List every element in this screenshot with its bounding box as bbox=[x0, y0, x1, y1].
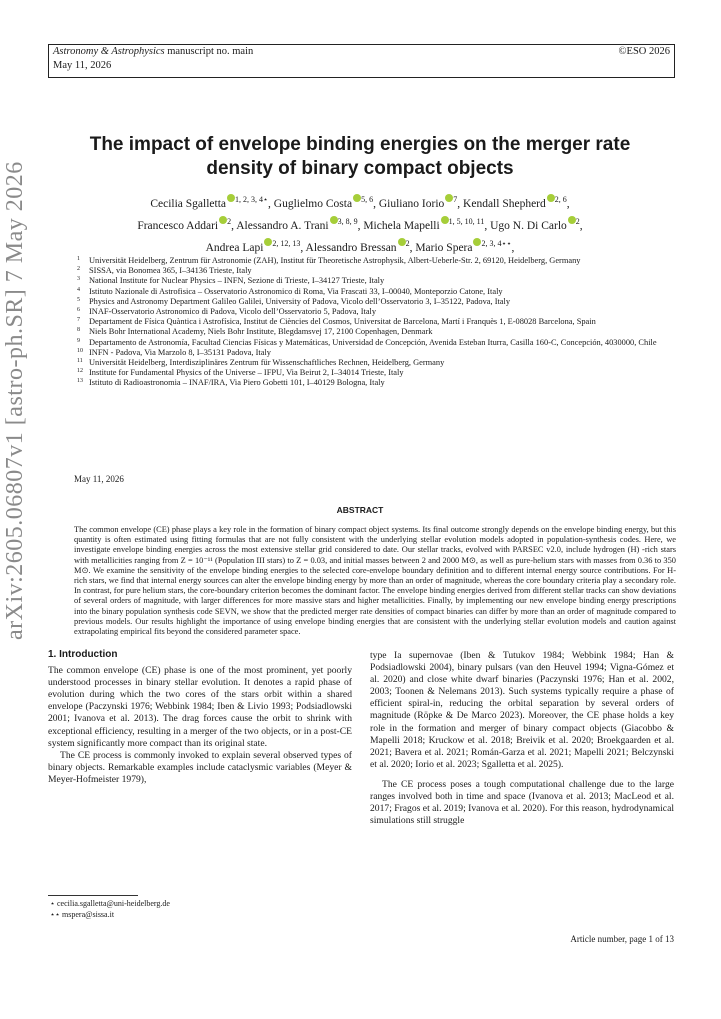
affiliation-text: INFN - Padova, Via Marzolo 8, I–35131 Padova, Italy bbox=[89, 347, 271, 357]
affiliation-number: 8 bbox=[77, 327, 80, 334]
paragraph: type Ia supernovae (Iben & Tutukov 1984; Webbink 1984; Han & Podsiadlowski 2004), binary pulsars (van den Heuvel 1994; Vigna-Gómez et al. 2020) and close white dwarf binaries (Paczynski 1976; Han et al. 2002, 2003; Toonen & Nelemans 2013). Such systems typically require a phase of efficient spiral-in, reducing the orbital separation by several orders of magnitude (Röpke & De Marco 2023). Moreover, the CE phase holds a key role in the formation and merger of binary compact objects (Giacobbo & Mapelli 2018; Kruckow et al. 2018; Breivik et al. 2020; Broekgaarden et al. 2021; Bavera et al. 2021; Román-Garza et al. 2021; Mapelli 2021; Belczynski et al. 2020; Iorio et al. 2023; Sgalletta et al. 2025). bbox=[370, 650, 674, 770]
author-affiliation-marks: 2 bbox=[227, 216, 232, 226]
affiliation-item bbox=[74, 287, 676, 297]
affiliation-text: Istituto di Radioastronomia – INAF/IRA, Via Piero Gobetti 101, I–40129 Bologna, Italy bbox=[89, 378, 385, 388]
orcid-icon[interactable] bbox=[568, 216, 576, 224]
affiliation-item bbox=[74, 297, 676, 307]
author-name[interactable]: Guglielmo Costa bbox=[273, 197, 353, 210]
author-affiliation-marks: 1, 5, 10, 11 bbox=[448, 216, 485, 226]
affiliation-text: Physics and Astronomy Department Galileo Galilei, University of Padova, Vicolo dell’Osservatorio 3, I–35122, Padova, Italy bbox=[89, 296, 511, 306]
author-name[interactable]: Alessandro A. Trani bbox=[236, 219, 329, 232]
author-line: Cecilia Sgalletta $^{1, 2, 3, 4⋆}$, Guglielmo Costa $^{5, 6}$, Giuliano Iorio $^7$, Kendall Shepherd $^{2, 6}$, bbox=[150, 195, 570, 210]
affiliation-item bbox=[74, 358, 676, 368]
affiliation-item bbox=[74, 368, 676, 378]
footnote-rule bbox=[48, 895, 138, 896]
affiliation-text: INAF-Osservatorio Astronomico di Padova, Vicolo dell’Osservatorio 5, Padova, Italy bbox=[89, 307, 377, 317]
affiliation-text: National Institute for Nuclear Physics – INFN, Sezione di Trieste, I–34127 Trieste, Italy bbox=[89, 276, 385, 286]
orcid-icon[interactable] bbox=[227, 194, 235, 202]
author-affiliation-marks: 2, 3, 4⋆⋆ bbox=[481, 238, 512, 248]
affiliation-number: 10 bbox=[77, 347, 83, 354]
affiliation-text: Istituto Nazionale di Astrofisica – Osservatorio Astronomico di Roma, Via Frascati 33, I–00040, Monteporzio Catone, Italy bbox=[89, 286, 503, 296]
orcid-icon[interactable] bbox=[353, 194, 361, 202]
affiliation-item bbox=[74, 276, 676, 286]
affiliation-number: 12 bbox=[77, 368, 83, 375]
author-affiliation-marks: 2, 12, 13 bbox=[272, 238, 301, 248]
footnote-email-2: ⋆⋆ mspera@sissa.it bbox=[50, 910, 115, 919]
affiliation-text: Institute for Fundamental Physics of the Universe – IFPU, Via Beirut 2, I–34014 Trieste, Italy bbox=[89, 368, 404, 378]
received-date: May 11, 2026 bbox=[74, 474, 124, 484]
author-affiliation-marks: 7 bbox=[453, 195, 458, 204]
author-name[interactable]: Cecilia Sgalletta bbox=[150, 197, 227, 210]
author-name[interactable]: Michela Mapelli bbox=[363, 219, 440, 232]
copyright: ©ESO 2026 bbox=[618, 46, 670, 57]
paper-title: The impact of envelope binding energies on the merger rate density of binary compact objects bbox=[89, 134, 631, 179]
affiliation-item bbox=[74, 338, 676, 348]
author-name[interactable]: Andrea Lapi bbox=[205, 241, 264, 254]
author-line: Andrea Lapi $^{2, 12, 13}$, Alessandro Bressan $^2$, Mario Spera $^{2, 3, 4⋆⋆}$, bbox=[205, 238, 515, 254]
affiliation-number: 5 bbox=[77, 296, 80, 303]
affiliation-text: Departament de Física Quàntica i Astrofísica, Institut de Ciències del Cosmos, Universitat de Barcelona, Martí i Franquès 1, E-08028 Barcelona, Spain bbox=[89, 317, 596, 327]
orcid-icon[interactable] bbox=[398, 238, 406, 246]
affiliation-number: 1 bbox=[77, 256, 80, 262]
affiliation-item bbox=[74, 327, 676, 337]
author-name[interactable]: Giuliano Iorio bbox=[378, 197, 445, 210]
column-left bbox=[48, 650, 352, 786]
affiliation-number: 2 bbox=[77, 266, 80, 273]
manuscript-number: manuscript no. main bbox=[167, 46, 254, 57]
author-name[interactable]: Kendall Shepherd bbox=[463, 197, 546, 210]
journal-name: Astronomy & Astrophysics bbox=[53, 46, 165, 57]
author-line: Francesco Addari $^2$, Alessandro A. Trani $^{3, 8, 9}$, Michela Mapelli $^{1, 5, 10, 11}$, Ugo N. Di Carlo $^2$, bbox=[137, 216, 583, 232]
author-name[interactable]: Mario Spera bbox=[415, 241, 473, 254]
affiliation-text: Universität Heidelberg, Interdisziplinäres Zentrum für Wissenschaftliches Rechnen, Heidelberg, Germany bbox=[89, 358, 445, 368]
affiliation-item bbox=[74, 256, 676, 266]
affiliation-item bbox=[74, 378, 676, 388]
affiliation-list bbox=[74, 256, 676, 389]
author-affiliation-marks: 2 bbox=[405, 238, 410, 248]
journal-header bbox=[48, 44, 675, 78]
affiliation-text: Departamento de Astronomía, Facultad Ciencias Físicas y Matemáticas, Universidad de Concepción, Avenida Esteban Iturra, Casilla 160-C, Concepción, 4030000, Chile bbox=[89, 337, 657, 347]
paragraph: The CE process poses a tough computational challenge due to the large ranges involved both in time and space (Ivanova et al. 2013; MacLeod et al. 2017; Fragos et al. 2019; Ivanova et al. 2020). For this reason, hydrodynamical simulations still struggle bbox=[370, 778, 674, 827]
author-affiliation-marks: 2, 6 bbox=[554, 195, 567, 204]
author-affiliation-marks: 1, 2, 3, 4⋆ bbox=[235, 195, 269, 204]
page-number: Article number, page 1 of 13 bbox=[570, 934, 674, 944]
author-name[interactable]: Alessandro Bressan bbox=[305, 241, 397, 254]
affiliation-item bbox=[74, 317, 676, 327]
affiliation-text: Universität Heidelberg, Zentrum für Astronomie (ZAH), Institut für Theoretische Astrophysik, Albert-Ueberle-Str. 2, 69120, Heidelberg, Germany bbox=[89, 256, 581, 265]
affiliation-number: 13 bbox=[77, 378, 83, 385]
affiliation-text: SISSA, via Bonomea 365, I–34136 Trieste, Italy bbox=[89, 266, 252, 276]
affiliation-number: 4 bbox=[77, 286, 80, 293]
orcid-icon[interactable] bbox=[219, 216, 227, 224]
arxiv-stamp: arXiv:2605.06807v1 [astro-ph.SR] 7 May 2026 bbox=[2, 161, 28, 640]
affiliation-number: 3 bbox=[77, 276, 80, 283]
affiliation-number: 7 bbox=[77, 317, 80, 324]
orcid-icon[interactable] bbox=[441, 216, 449, 224]
author-name[interactable]: Francesco Addari bbox=[137, 219, 219, 232]
paragraph: The common envelope (CE) phase is one of the most prominent, yet poorly understood processes in binary stellar evolution. It denotes a rapid phase of evolution during which the two cores of the stars orbit within a shared envelope (Paczynski 1976; Webbink 1984; Iben & Livio 1993; Podsiadlowski 2001; Ivanova et al. 2013). The drag forces cause the orbit to shrink with exceptional efficiency, resulting in a merger of the two objects, or in a post-CE system significantly more compact than its original state. bbox=[48, 665, 352, 749]
paragraph: The CE process is commonly invoked to explain several observed types of binary objects. Remarkable examples include cataclysmic variables (Meyer & Meyer-Hofmeister 1979), bbox=[48, 749, 352, 785]
affiliation-item bbox=[74, 266, 676, 276]
column-right bbox=[370, 650, 674, 827]
affiliation-item bbox=[74, 307, 676, 317]
footnote-email-1: ⋆ cecilia.sgalletta@uni-heidelberg.de bbox=[50, 899, 170, 908]
affiliation-number: 9 bbox=[77, 337, 80, 344]
author-list bbox=[80, 191, 640, 256]
author-name[interactable]: Ugo N. Di Carlo bbox=[490, 219, 567, 232]
author-affiliation-marks: 2 bbox=[575, 216, 580, 226]
section-heading: 1. Introduction bbox=[48, 649, 118, 660]
affiliation-number: 6 bbox=[77, 307, 80, 314]
affiliation-number: 11 bbox=[77, 358, 83, 365]
orcid-icon[interactable] bbox=[330, 216, 338, 224]
affiliation-text: Niels Bohr International Academy, Niels Bohr Institute, Blegdamsvej 17, 2100 Copenhagen, Denmark bbox=[89, 327, 433, 337]
author-affiliation-marks: 5, 6 bbox=[361, 195, 374, 204]
author-affiliation-marks: 3, 8, 9 bbox=[337, 216, 358, 226]
affiliation-item bbox=[74, 348, 676, 358]
abstract-text: The common envelope (CE) phase plays a key role in the formation of binary compact object systems. Its final outcome strongly depends on the envelope binding energy, but this quantity is often estimated using fitting formulas that are not fully consistent with the underlying stellar evolution models adopted in population-synthesis codes. Here, we investigate envelope binding energies across the most extensive stellar grid considered to date. Our stellar tracks, evolved with PARSEC v2.0, include hydrogen (H) -rich stars with metallicities ranging from Z = 10⁻¹¹ (Population III stars) to Z = 0.03, and initial masses between 2 and 2000 M⊙, as well as pure-helium stars with masses from 0.36 to 350 M⊙. We examine the sensitivity of the envelope binding energies to the selected core-envelope boundary definition and to different internal energy source contributions. For H-rich stars, we find that internal energy sources can alter the envelope binding energy by more than an order of magnitude, whereas the core boundary criteria play a secondary role. In contrast, for pure helium stars, the core-boundary criterion becomes the dominant factor. The envelope binding energies derived from different stellar tracks can show deviations of several orders of magnitude, with larger differences for more massive stars and higher metallicities. Finally, by implementing our new envelope binding energy prescriptions into the binary population synthesis code SEVN, we show that the predicted merger rate densities of compact binaries can differ by more than an order of magnitude compared to previous models. Our results highlight the importance of using envelope binding energies that are consistent with the underlying stellar evolution models and caution against extrapolating empirical fits beyond the considered parameter space. bbox=[74, 525, 676, 637]
abstract-heading: ABSTRACT bbox=[336, 505, 384, 515]
header-date: May 11, 2026 bbox=[53, 60, 112, 71]
orcid-icon[interactable] bbox=[547, 194, 555, 202]
